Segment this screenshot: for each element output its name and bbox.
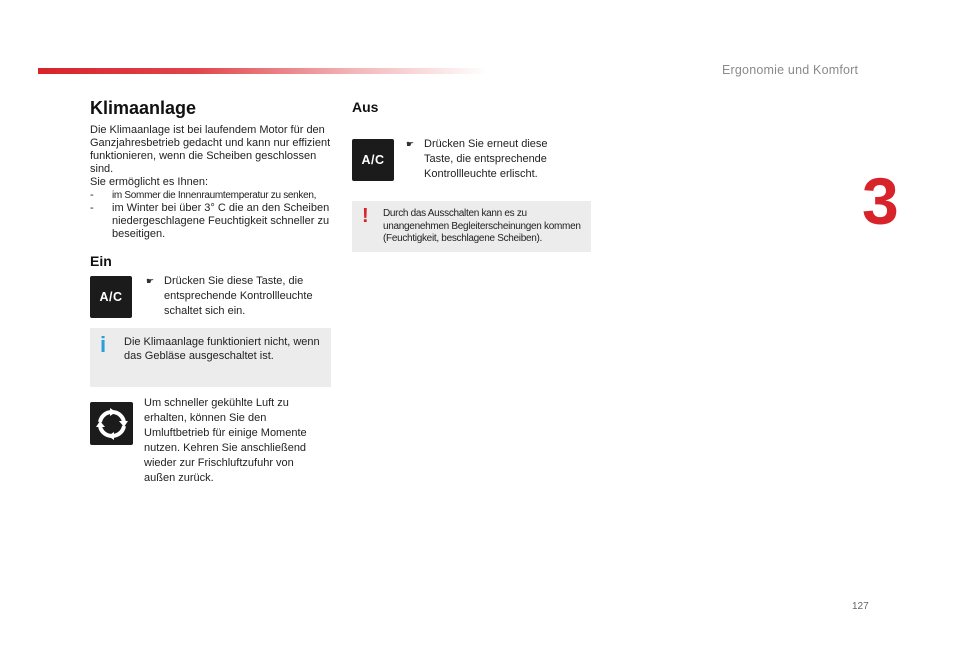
ac-button-label: A/C bbox=[99, 290, 123, 304]
step-text: Drücken Sie diese Taste, die entsprechende Kontrollleuchte schaltet sich ein. bbox=[164, 275, 313, 317]
info-text: Die Klimaanlage funktioniert nicht, wenn das Gebläse ausgeschaltet ist. bbox=[124, 336, 320, 362]
bullet-text: im Winter bei über 3° C die an den Scheiben niedergeschlagene Feuchtigkeit schneller zu beseitigen. bbox=[112, 202, 330, 240]
step-text: Drücken Sie erneut diese Taste, die entsprechende Kontrollleuchte erlischt. bbox=[424, 138, 548, 180]
bullet-winter bbox=[90, 202, 335, 241]
section-heading-ein: Ein bbox=[90, 253, 112, 269]
bullet-dash: - bbox=[90, 202, 94, 214]
bullet-dash: - bbox=[90, 189, 94, 201]
step-aus bbox=[406, 137, 576, 182]
pointing-hand-icon: ☛ bbox=[406, 139, 415, 149]
section-heading-aus: Aus bbox=[352, 99, 379, 115]
warning-text: Durch das Ausschalten kann es zu unangenehmen Begleiterscheinungen kommen (Feuchtigkeit, beschlagene Scheiben). bbox=[383, 208, 581, 244]
intro-lead: Sie ermöglicht es Ihnen: bbox=[90, 176, 209, 188]
warning-icon: ! bbox=[362, 205, 369, 227]
intro-text bbox=[90, 124, 335, 241]
page-number: 127 bbox=[852, 601, 869, 612]
page-title: Klimaanlage bbox=[90, 98, 197, 118]
recirculation-text: Um schneller gekühlte Luft zu erhalten, können Sie den Umluftbetrieb für einige Momente nutzen. Kehren Sie anschließend wieder zur Frischluftzufuhr von außen zurück. bbox=[144, 397, 307, 484]
ac-button-icon bbox=[352, 139, 394, 181]
info-icon: i bbox=[100, 332, 107, 357]
bullet-summer bbox=[90, 189, 335, 202]
recirculation-icon bbox=[90, 402, 133, 445]
warning-note bbox=[352, 201, 591, 252]
header-accent-bar bbox=[38, 68, 488, 74]
step-ein bbox=[146, 274, 331, 319]
ac-button-label: A/C bbox=[361, 153, 385, 167]
intro-paragraph: Die Klimaanlage ist bei laufendem Motor für den Ganzjahresbetrieb gedacht und kann nur effizient funktionieren, wenn die Scheiben geschlossen sind. bbox=[90, 124, 331, 175]
pointing-hand-icon: ☛ bbox=[146, 276, 155, 286]
info-note bbox=[90, 328, 331, 387]
recirculation-arrows-icon bbox=[95, 407, 129, 441]
chapter-title: Ergonomie und Komfort bbox=[722, 63, 859, 77]
chapter-number: 3 bbox=[862, 164, 899, 238]
bullet-text: im Sommer die Innenraumtemperatur zu senken, bbox=[112, 190, 317, 201]
ac-button-icon bbox=[90, 276, 132, 318]
